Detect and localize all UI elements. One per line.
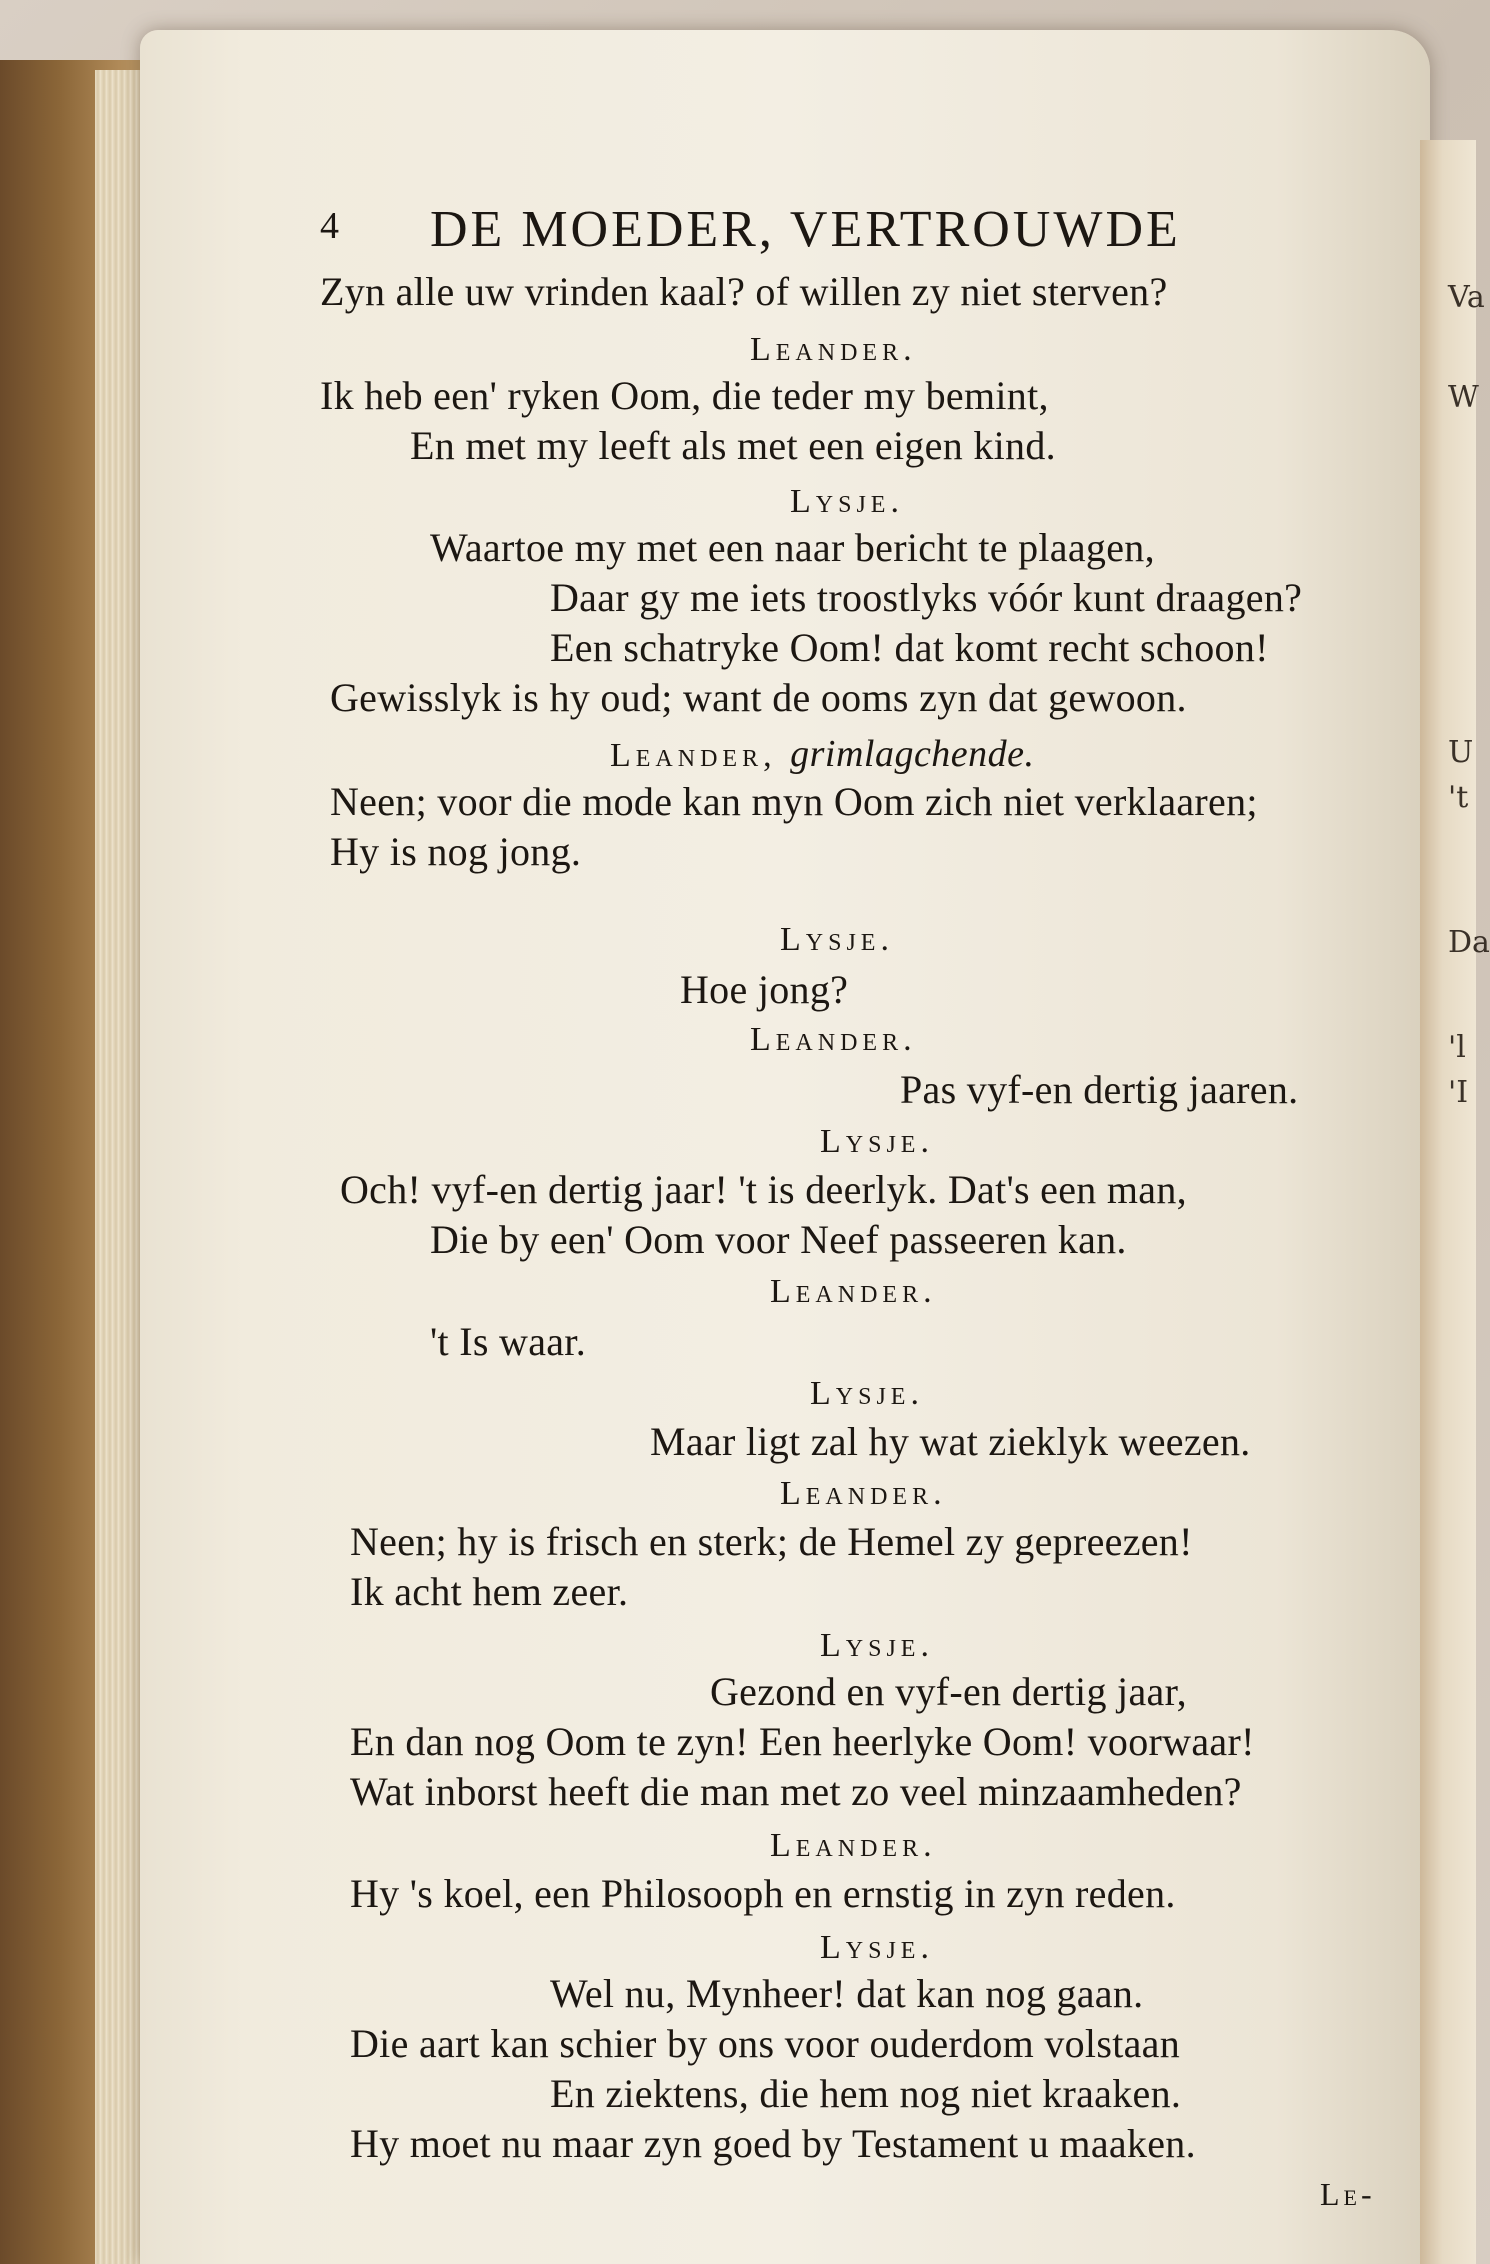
verse-line: Ik acht hem zeer.	[350, 1569, 629, 1614]
stage-direction: grimlagchende.	[790, 733, 1035, 775]
verse-line: Maar ligt zal hy wat zieklyk weezen.	[650, 1419, 1251, 1464]
next-page-fragment: U	[1448, 735, 1474, 770]
speaker-heading: Lysje.	[810, 1375, 924, 1412]
verse-line: En ziektens, die hem nog niet kraaken.	[550, 2071, 1182, 2116]
next-page-fragment: 'I	[1448, 1075, 1469, 1110]
speaker-heading: Lysje.	[820, 1627, 934, 1664]
speaker-heading: Leander.	[770, 1273, 937, 1310]
next-page-fragment: W	[1448, 380, 1479, 415]
speaker-heading	[610, 732, 1035, 778]
verse-line: 't Is waar.	[430, 1319, 587, 1364]
verse-line: Wel nu, Mynheer! dat kan nog gaan.	[550, 1971, 1144, 2016]
next-page-edge	[1420, 140, 1476, 2264]
speaker-heading: Leander.	[750, 1021, 917, 1058]
verse-line: Pas vyf-en dertig jaaren.	[900, 1067, 1299, 1112]
next-page-fragment: Va	[1448, 280, 1485, 315]
speaker-heading: Leander.	[750, 331, 917, 368]
speaker-heading: Lysje.	[820, 1123, 934, 1160]
next-page-fragment: Da	[1448, 925, 1490, 960]
verse-line: Neen; voor die mode kan myn Oom zich niet verklaaren;	[330, 779, 1258, 824]
verse-line: Och! vyf-en dertig jaar! 't is deerlyk. Dat's een man,	[340, 1167, 1187, 1212]
verse-line: Hoe jong?	[680, 967, 849, 1012]
next-page-fragment: 'l	[1448, 1030, 1466, 1065]
running-head: DE MOEDER, VERTROUWDE	[430, 201, 1181, 258]
verse-line: Waartoe my met een naar bericht te plaagen,	[430, 525, 1155, 570]
verse-line: Hy moet nu maar zyn goed by Testament u maaken.	[350, 2121, 1196, 2166]
page-number: 4	[320, 205, 339, 247]
verse-line: Die aart kan schier by ons voor ouderdom volstaan	[350, 2021, 1181, 2066]
verse-line: Wat inborst heeft die man met zo veel minzaamheden?	[350, 1769, 1242, 1814]
speaker-name: Leander,	[610, 737, 777, 774]
speaker-heading: Lysje.	[790, 483, 904, 520]
verse-line: En met my leeft als met een eigen kind.	[410, 423, 1056, 468]
verse-line: Daar gy me iets troostlyks vóór kunt draagen?	[550, 575, 1303, 620]
verse-line: Hy is nog jong.	[330, 829, 582, 874]
catchword: Le-	[1320, 2176, 1376, 2212]
verse-line: Hy 's koel, een Philosooph en ernstig in zyn reden.	[350, 1871, 1176, 1916]
verse-line: En dan nog Oom te zyn! Een heerlyke Oom! voorwaar!	[350, 1719, 1255, 1764]
verse-line: Gezond en vyf-en dertig jaar,	[710, 1669, 1187, 1714]
verse-line: Een schatryke Oom! dat komt recht schoon!	[550, 625, 1269, 670]
verse-line: Die by een' Oom voor Neef passeeren kan.	[430, 1217, 1127, 1262]
verse-line: Neen; hy is frisch en sterk; de Hemel zy gepreezen!	[350, 1519, 1193, 1564]
verse-line: Zyn alle uw vrinden kaal? of willen zy niet sterven?	[320, 269, 1168, 314]
speaker-heading: Leander.	[780, 1475, 947, 1512]
verse-line: Gewisslyk is hy oud; want de ooms zyn dat gewoon.	[330, 675, 1187, 720]
speaker-heading: Lysje.	[820, 1929, 934, 1966]
speaker-heading: Lysje.	[780, 921, 894, 958]
speaker-heading: Leander.	[770, 1827, 937, 1864]
next-page-fragment: 't	[1448, 780, 1469, 815]
verse-line: Ik heb een' ryken Oom, die teder my bemint,	[320, 373, 1049, 418]
